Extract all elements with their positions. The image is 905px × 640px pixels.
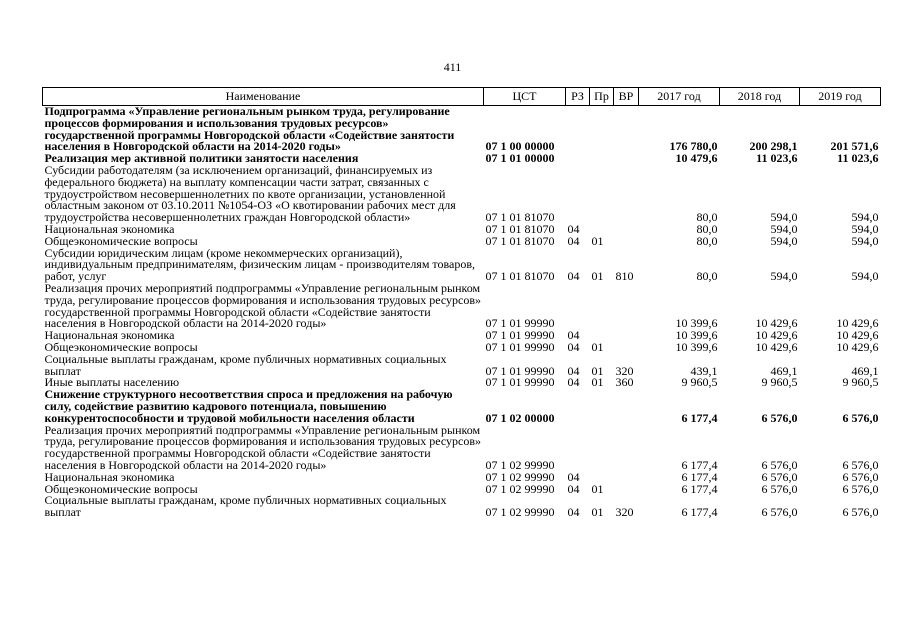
cell-pr: [590, 389, 614, 424]
cell-cst: 07 1 02 99990: [485, 505, 555, 520]
cell-name: Общеэкономические вопросы: [44, 233, 198, 248]
cell-name: Субсидии юридическим лицам (кроме некоммерческих организаций), индивидуальным предпринимателям, физическим лицам - производителям товаров, работ, услуг: [44, 245, 476, 284]
cell-vr: [614, 425, 639, 472]
cell-pr: [590, 153, 614, 165]
cell-rz: [566, 283, 590, 330]
cell-vr: [614, 330, 639, 342]
cell-2018: 594,0: [770, 221, 798, 236]
cell-name: Социальные выплаты гражданам, кроме публичных нормативных социальных выплат: [44, 351, 447, 378]
cell-pr: 01: [591, 505, 604, 520]
cell-vr: 320: [615, 363, 634, 378]
header-name: Наименование: [43, 88, 484, 106]
cell-2017: 6 177,4: [681, 469, 718, 484]
cell-vr: [614, 389, 639, 424]
table-row: [43, 495, 881, 519]
cell-vr: 320: [615, 505, 634, 520]
cell-pr: 01: [591, 375, 604, 390]
cell-2018: 594,0: [770, 233, 798, 248]
cell-cst: 07 1 01 99990: [485, 316, 555, 331]
header-2018: 2018 год: [720, 88, 800, 106]
cell-2018: 6 576,0: [761, 481, 798, 496]
cell-2019: 594,0: [851, 210, 879, 225]
cell-name: Реализация мер активной политики занятости населения: [44, 151, 359, 166]
cell-cst: 07 1 01 81070: [485, 233, 555, 248]
cell-rz: [566, 106, 590, 154]
cell-rz: 04: [567, 481, 580, 496]
cell-cst: 07 1 00 00000: [485, 139, 555, 154]
budget-table: [42, 87, 881, 519]
cell-2017: 6 177,4: [681, 410, 718, 425]
cell-2017: 80,0: [696, 210, 718, 225]
cell-pr: 01: [591, 363, 604, 378]
table-row: [43, 354, 881, 378]
cell-name: Национальная экономика: [44, 328, 175, 343]
cell-2017: 9 960,5: [681, 375, 718, 390]
cell-rz: 04: [567, 221, 580, 236]
cell-rz: [566, 165, 590, 224]
header-vr: ВР: [614, 88, 639, 106]
cell-name: Реализация прочих мероприятий подпрограммы «Управление региональным рынком труда, регулирование процессов формирования и использования трудовых ресурсов» государственной программы Новгородской области «Содействие занятости населения в Новгородской области на 2014-2020 годы»: [44, 280, 481, 331]
cell-2019: 10 429,6: [836, 316, 879, 331]
cell-2017: 80,0: [696, 221, 718, 236]
cell-2019: 6 576,0: [842, 505, 879, 520]
cell-2017: 80,0: [696, 269, 718, 284]
cell-name: Общеэкономические вопросы: [44, 481, 198, 496]
cell-2019: 11 023,6: [837, 151, 879, 166]
cell-2017: 6 177,4: [681, 457, 718, 472]
header-rz: РЗ: [566, 88, 590, 106]
cell-cst: 07 1 02 99990: [485, 469, 555, 484]
cell-name: Снижение структурного несоответствия спроса и предложения на рабочую силу, содействие развитию кадрового потенциала, повышению конкурентоспособности и трудовой мобильности населения области: [44, 387, 453, 425]
cell-2018: 469,1: [770, 363, 798, 378]
cell-cst: 07 1 01 81070: [485, 210, 555, 225]
cell-2017: 10 399,6: [675, 339, 718, 354]
cell-pr: 01: [591, 481, 604, 496]
cell-name: Субсидии работодателям (за исключением организаций, финансируемых из федерального бюджета) на выплату компенсации части затрат, связанных с трудоустройством несовершеннолетних по квоте организации, установленной областным законом от 03.10.2011 №1054-ОЗ «О квотировании рабочих мест для трудоустройства несовершеннолетних граждан Новгородской области»: [44, 162, 456, 225]
cell-2018: 10 429,6: [755, 339, 798, 354]
cell-vr: [614, 342, 639, 354]
cell-name: Общеэкономические вопросы: [44, 339, 198, 354]
cell-2019: 9 960,5: [842, 375, 879, 390]
cell-2017: 80,0: [696, 233, 718, 248]
cell-name: Подпрограмма «Управление региональным рынком труда, регулирование процессов формирования и использования трудовых ресурсов» государственной программы Новгородской области «Содействие занятости населения в Новгородской области на 2014-2020 годы»: [44, 104, 455, 154]
cell-rz: 04: [567, 339, 580, 354]
cell-2017: 10 479,6: [675, 151, 718, 166]
cell-pr: [590, 106, 614, 154]
cell-rz: 04: [567, 375, 580, 390]
cell-2017: 10 399,6: [675, 316, 718, 331]
cell-2019: 6 576,0: [842, 481, 879, 496]
cell-name: Национальная экономика: [44, 221, 175, 236]
cell-2018: 6 576,0: [761, 457, 798, 472]
cell-2019: 201 571,6: [830, 139, 879, 154]
cell-2017: 10 399,6: [675, 328, 718, 343]
cell-vr: 810: [615, 269, 634, 284]
cell-cst: 07 1 02 00000: [485, 410, 555, 425]
cell-2019: 10 429,6: [836, 328, 879, 343]
cell-rz: [566, 153, 590, 165]
cell-2018: 200 298,1: [749, 139, 798, 154]
cell-name: Реализация прочих мероприятий подпрограммы «Управление региональным рынком труда, регулирование процессов формирования и использования трудовых ресурсов» государственной программы Новгородской области «Содействие занятости населения в Новгородской области на 2014-2020 годы»: [44, 422, 481, 472]
cell-name: Социальные выплаты гражданам, кроме публичных нормативных социальных выплат: [44, 493, 447, 520]
cell-2018: 6 576,0: [761, 469, 798, 484]
cell-pr: [590, 425, 614, 472]
cell-vr: [614, 484, 639, 496]
cell-pr: [590, 165, 614, 224]
cell-2018: 6 576,0: [761, 505, 798, 520]
cell-2019: 594,0: [851, 269, 879, 284]
header-pr: Пр: [590, 88, 614, 106]
cell-2017: 439,1: [690, 363, 718, 378]
cell-cst: 07 1 01 99990: [485, 339, 555, 354]
cell-vr: [614, 153, 639, 165]
cell-2018: 9 960,5: [761, 375, 798, 390]
table-row: [43, 106, 881, 154]
cell-pr: [590, 283, 614, 330]
cell-2017: 176 780,0: [669, 139, 718, 154]
cell-cst: 07 1 01 99990: [485, 363, 555, 378]
page-number: 411: [443, 60, 462, 74]
cell-rz: 04: [567, 269, 580, 284]
table-row: [43, 248, 881, 283]
cell-vr: [614, 283, 639, 330]
header-2017: 2017 год: [639, 88, 720, 106]
cell-name: Иные выплаты населению: [44, 375, 180, 390]
cell-cst: 07 1 01 81070: [485, 221, 555, 236]
cell-cst: 07 1 01 81070: [485, 269, 555, 284]
cell-rz: [566, 389, 590, 424]
table-body: [43, 106, 881, 519]
cell-rz: 04: [567, 469, 580, 484]
cell-cst: 07 1 01 00000: [485, 151, 555, 166]
cell-rz: 04: [567, 505, 580, 520]
cell-2017: 6 177,4: [681, 505, 718, 520]
cell-2019: 6 576,0: [842, 469, 879, 484]
cell-vr: [614, 106, 639, 154]
cell-name: Национальная экономика: [44, 469, 175, 484]
cell-vr: [614, 236, 639, 248]
cell-cst: 07 1 02 99990: [485, 457, 555, 472]
table-row: [43, 165, 881, 224]
cell-vr: [614, 224, 639, 236]
cell-2018: 594,0: [770, 269, 798, 284]
cell-rz: 04: [567, 363, 580, 378]
cell-2019: 594,0: [851, 221, 879, 236]
cell-2017: 6 177,4: [681, 481, 718, 496]
cell-rz: [566, 425, 590, 472]
cell-2018: 594,0: [770, 210, 798, 225]
cell-cst: 07 1 01 99990: [485, 328, 555, 343]
cell-2019: 6 576,0: [842, 457, 879, 472]
cell-2019: 594,0: [851, 233, 879, 248]
cell-pr: 01: [591, 339, 604, 354]
cell-cst: 07 1 02 99990: [485, 481, 555, 496]
cell-rz: 04: [567, 328, 580, 343]
cell-vr: [614, 165, 639, 224]
cell-2018: 6 576,0: [761, 410, 798, 425]
cell-2018: 10 429,6: [755, 328, 798, 343]
table-row: [43, 283, 881, 330]
cell-vr: 360: [615, 375, 634, 390]
cell-2019: 10 429,6: [836, 339, 879, 354]
table-row: [43, 425, 881, 472]
cell-2018: 10 429,6: [755, 316, 798, 331]
header-cst: ЦСТ: [484, 88, 566, 106]
cell-2019: 6 576,0: [842, 410, 879, 425]
cell-cst: 07 1 01 99990: [485, 375, 555, 390]
cell-2018: 11 023,6: [756, 151, 798, 166]
table-row: [43, 389, 881, 424]
cell-pr: 01: [591, 269, 604, 284]
table-header-row: [43, 88, 881, 106]
cell-2019: 469,1: [851, 363, 879, 378]
cell-rz: 04: [567, 233, 580, 248]
cell-vr: [614, 472, 639, 484]
header-2019: 2019 год: [800, 88, 881, 106]
cell-pr: 01: [591, 233, 604, 248]
